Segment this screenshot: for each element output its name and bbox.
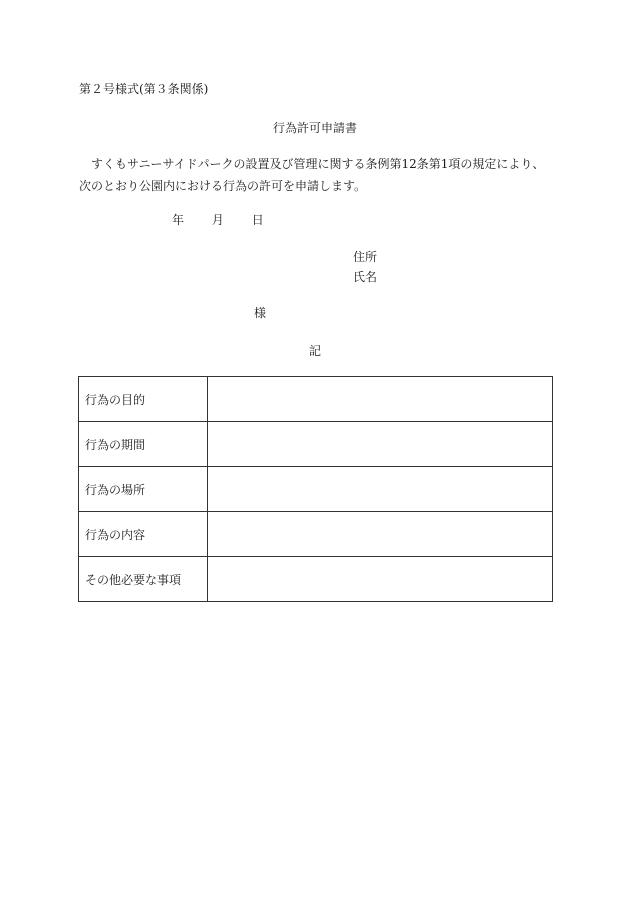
items-table <box>78 376 553 602</box>
table-row <box>79 557 553 602</box>
table-row <box>79 422 553 467</box>
address-label: 住所 <box>353 250 378 264</box>
item-value-field[interactable] <box>208 467 553 512</box>
addressee-suffix: 様 <box>254 306 267 320</box>
table-row <box>79 377 553 422</box>
document-title: 行為許可申請書 <box>272 121 357 135</box>
date-line <box>172 211 264 228</box>
name-label: 氏名 <box>353 270 378 284</box>
item-value-field[interactable] <box>208 377 553 422</box>
item-value-field[interactable] <box>208 422 553 467</box>
form-number: 第２号様式(第３条関係) <box>79 82 209 96</box>
table-row <box>79 467 553 512</box>
body-text: すくもサニーサイドパークの設置及び管理に関する条例第12条第1項の規定により、次のとおり公園内における行為の許可を申請します。 <box>79 157 545 193</box>
month-label: 月 <box>211 213 224 227</box>
item-label: 行為の場所 <box>79 467 208 512</box>
item-label: その他必要な事項 <box>79 557 208 602</box>
item-label: 行為の内容 <box>79 512 208 557</box>
item-label: 行為の期間 <box>79 422 208 467</box>
note-heading: 記 <box>308 344 321 358</box>
item-value-field[interactable] <box>208 512 553 557</box>
table-row <box>79 512 553 557</box>
year-label: 年 <box>172 213 185 227</box>
day-label: 日 <box>251 213 264 227</box>
item-value-field[interactable] <box>208 557 553 602</box>
item-label: 行為の目的 <box>79 377 208 422</box>
